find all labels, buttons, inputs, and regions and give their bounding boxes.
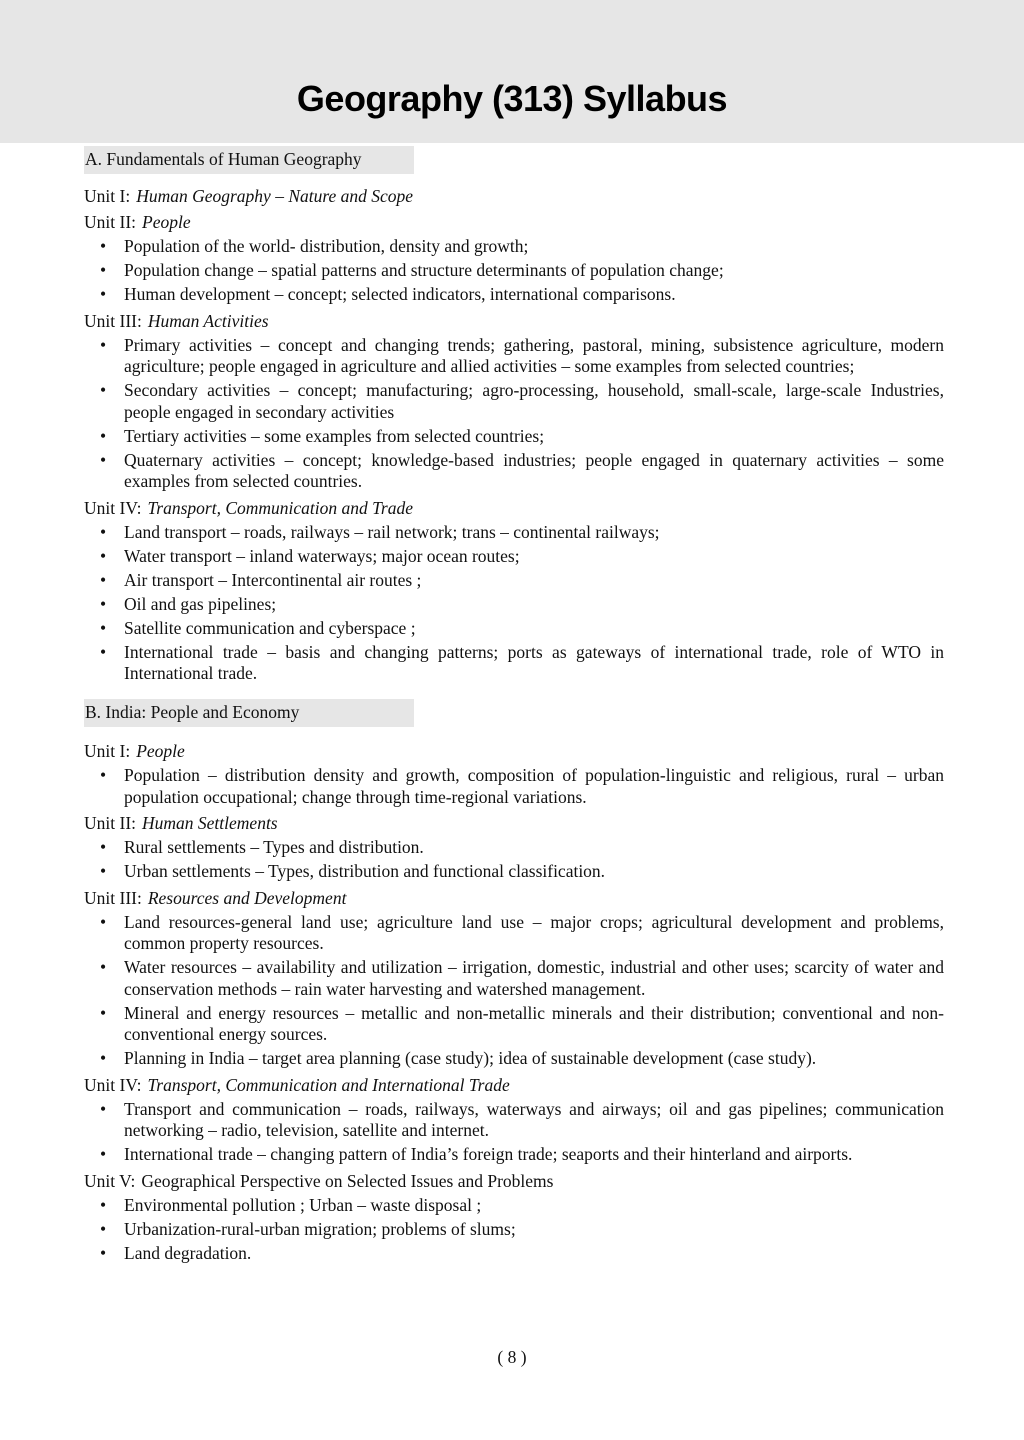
unit-topic: Human Geography – Nature and Scope	[136, 186, 414, 206]
list-item-text: Environmental pollution ; Urban – waste disposal ;	[124, 1194, 482, 1215]
list-item	[84, 957, 944, 1000]
list-item-text: Oil and gas pipelines;	[124, 593, 277, 614]
unit-label: Unit IV:	[84, 1074, 142, 1095]
list-item-text: Planning in India – target area planning (case study); idea of sustainable development (case study).	[124, 1048, 817, 1068]
list-item	[84, 335, 944, 378]
bullet-icon: •	[100, 911, 107, 932]
header-band	[0, 0, 1024, 143]
list-item-text: Land resources-general land use; agriculture land use – major crops; agricultural development and problems, common property resources.	[124, 911, 944, 953]
list-item	[84, 1144, 944, 1166]
bullet-icon: •	[100, 1218, 107, 1239]
list-item-text: Satellite communication and cyberspace ;	[124, 617, 416, 638]
unit-heading	[84, 740, 944, 762]
bullet-icon: •	[100, 260, 107, 280]
page-title: Geography (313) Syllabus	[296, 78, 728, 119]
unit-topic: Human Settlements	[142, 813, 278, 833]
list-item-text: Air transport – Intercontinental air routes ;	[124, 569, 422, 590]
list-item-text: Urbanization-rural-urban migration; problems of slums;	[124, 1218, 516, 1239]
list-item-text: Human development – concept; selected indicators, international comparisons.	[124, 284, 676, 304]
list-item	[84, 1195, 944, 1217]
bullet-icon: •	[100, 284, 107, 304]
unit-label: Unit III:	[84, 887, 142, 908]
bullet-icon: •	[100, 334, 107, 355]
bullet-icon: •	[100, 957, 107, 977]
page-number: ( 8 )	[497, 1347, 527, 1367]
list-item	[84, 450, 944, 493]
list-item	[84, 284, 944, 306]
unit-topic: Geographical Perspective on Selected Issues and Problems	[141, 1170, 554, 1191]
list-item-text: Primary activities – concept and changing trends; gathering, pastoral, mining, subsistence agriculture, modern agriculture; people engaged in agriculture and allied activities – some examples from selected countries;	[124, 334, 944, 376]
section-heading: A. Fundamentals of Human Geography	[84, 146, 414, 174]
bullet-icon: •	[100, 861, 107, 881]
bullet-icon: •	[100, 425, 107, 446]
topic-list	[84, 335, 944, 493]
bullet-icon: •	[100, 1242, 107, 1263]
unit-label: Unit IV:	[84, 497, 142, 518]
list-item-text: Water resources – availability and utilization – irrigation, domestic, industrial and other uses; scarcity of water and conservation methods – rain water harvesting and watershed management.	[124, 957, 944, 999]
unit-label: Unit III:	[84, 310, 142, 331]
list-item	[84, 861, 944, 883]
unit-heading	[84, 310, 944, 332]
list-item	[84, 236, 944, 258]
bullet-icon: •	[100, 569, 107, 590]
list-item	[84, 1243, 944, 1265]
list-item-text: Quaternary activities – concept; knowledge-based industries; people engaged in quaternary activities – some examples from selected countries.	[124, 449, 944, 491]
list-item	[84, 618, 944, 640]
bullet-icon: •	[100, 449, 107, 470]
topic-list	[84, 522, 944, 685]
topic-list	[84, 1099, 944, 1166]
unit-heading	[84, 887, 944, 909]
list-item-text: Population change – spatial patterns and structure determinants of population change;	[124, 260, 724, 280]
unit-topic: People	[142, 212, 191, 232]
bullet-icon: •	[100, 1194, 107, 1215]
list-item-text: Population of the world- distribution, density and growth;	[124, 236, 529, 256]
bullet-icon: •	[100, 617, 107, 638]
unit-label: Unit II:	[84, 212, 137, 232]
syllabus-content	[84, 146, 944, 1267]
list-item-text: Land degradation.	[124, 1242, 252, 1263]
topic-list	[84, 1195, 944, 1265]
bullet-icon: •	[100, 1098, 107, 1119]
topic-list	[84, 765, 944, 808]
list-item	[84, 912, 944, 955]
bullet-icon: •	[100, 593, 107, 614]
unit-label: Unit V:	[84, 1170, 136, 1191]
unit-topic: Transport, Communication and International Trade	[147, 1074, 510, 1095]
list-item-text: Population – distribution density and growth, composition of population-linguistic and religious, rural – urban population occupational; change through time-regional variations.	[124, 765, 944, 807]
list-item	[84, 522, 944, 544]
section-heading: B. India: People and Economy	[84, 699, 414, 727]
bullet-icon: •	[100, 1002, 107, 1023]
unit-topic: Human Activities	[147, 310, 269, 331]
topic-list	[84, 912, 944, 1070]
list-item	[84, 570, 944, 592]
list-item	[84, 1003, 944, 1046]
bullet-icon: •	[100, 521, 107, 542]
bullet-icon: •	[100, 380, 107, 400]
list-item-text: International trade – changing pattern of India’s foreign trade; seaports and their hinterland and airports.	[124, 1144, 853, 1164]
topic-list	[84, 837, 944, 883]
unit-heading	[84, 812, 944, 834]
list-item	[84, 642, 944, 685]
list-item-text: Secondary activities – concept; manufacturing; agro-processing, household, small-scale, large-scale Industries, people engaged in secondary activities	[124, 380, 944, 422]
list-item	[84, 426, 944, 448]
list-item	[84, 765, 944, 808]
unit-heading	[84, 1170, 944, 1192]
bullet-icon: •	[100, 1144, 107, 1164]
list-item-text: Mineral and energy resources – metallic and non-metallic minerals and their distribution; conventional and non-conventional energy sources.	[124, 1002, 944, 1044]
list-item-text: Urban settlements – Types, distribution and functional classification.	[124, 861, 606, 881]
list-item-text: Tertiary activities – some examples from selected countries;	[124, 425, 545, 446]
list-item-text: Transport and communication – roads, railways, waterways and airways; oil and gas pipelines; communication networking – radio, television, satellite and internet.	[124, 1098, 944, 1140]
unit-heading	[84, 497, 944, 519]
bullet-icon: •	[100, 236, 107, 256]
unit-topic: People	[136, 741, 185, 761]
bullet-icon: •	[100, 837, 107, 857]
list-item	[84, 1048, 944, 1070]
list-item-text: Rural settlements – Types and distribution.	[124, 837, 424, 857]
unit-label: Unit II:	[84, 813, 137, 833]
unit-heading	[84, 185, 944, 207]
list-item	[84, 837, 944, 859]
list-item	[84, 594, 944, 616]
list-item	[84, 1219, 944, 1241]
unit-label: Unit I:	[84, 186, 131, 206]
unit-heading	[84, 1074, 944, 1096]
bullet-icon: •	[100, 1048, 107, 1068]
topic-list	[84, 236, 944, 306]
bullet-icon: •	[100, 765, 107, 785]
unit-heading	[84, 211, 944, 233]
unit-topic: Transport, Communication and Trade	[147, 497, 413, 518]
list-item-text: Water transport – inland waterways; major ocean routes;	[124, 545, 520, 566]
bullet-icon: •	[100, 545, 107, 566]
list-item	[84, 1099, 944, 1142]
list-item-text: International trade – basis and changing patterns; ports as gateways of international trade, role of WTO in International trade.	[124, 641, 944, 683]
list-item	[84, 380, 944, 423]
unit-topic: Resources and Development	[147, 887, 347, 908]
list-item	[84, 546, 944, 568]
list-item-text: Land transport – roads, railways – rail network; trans – continental railways;	[124, 521, 660, 542]
list-item	[84, 260, 944, 282]
bullet-icon: •	[100, 641, 107, 662]
unit-label: Unit I:	[84, 741, 131, 761]
